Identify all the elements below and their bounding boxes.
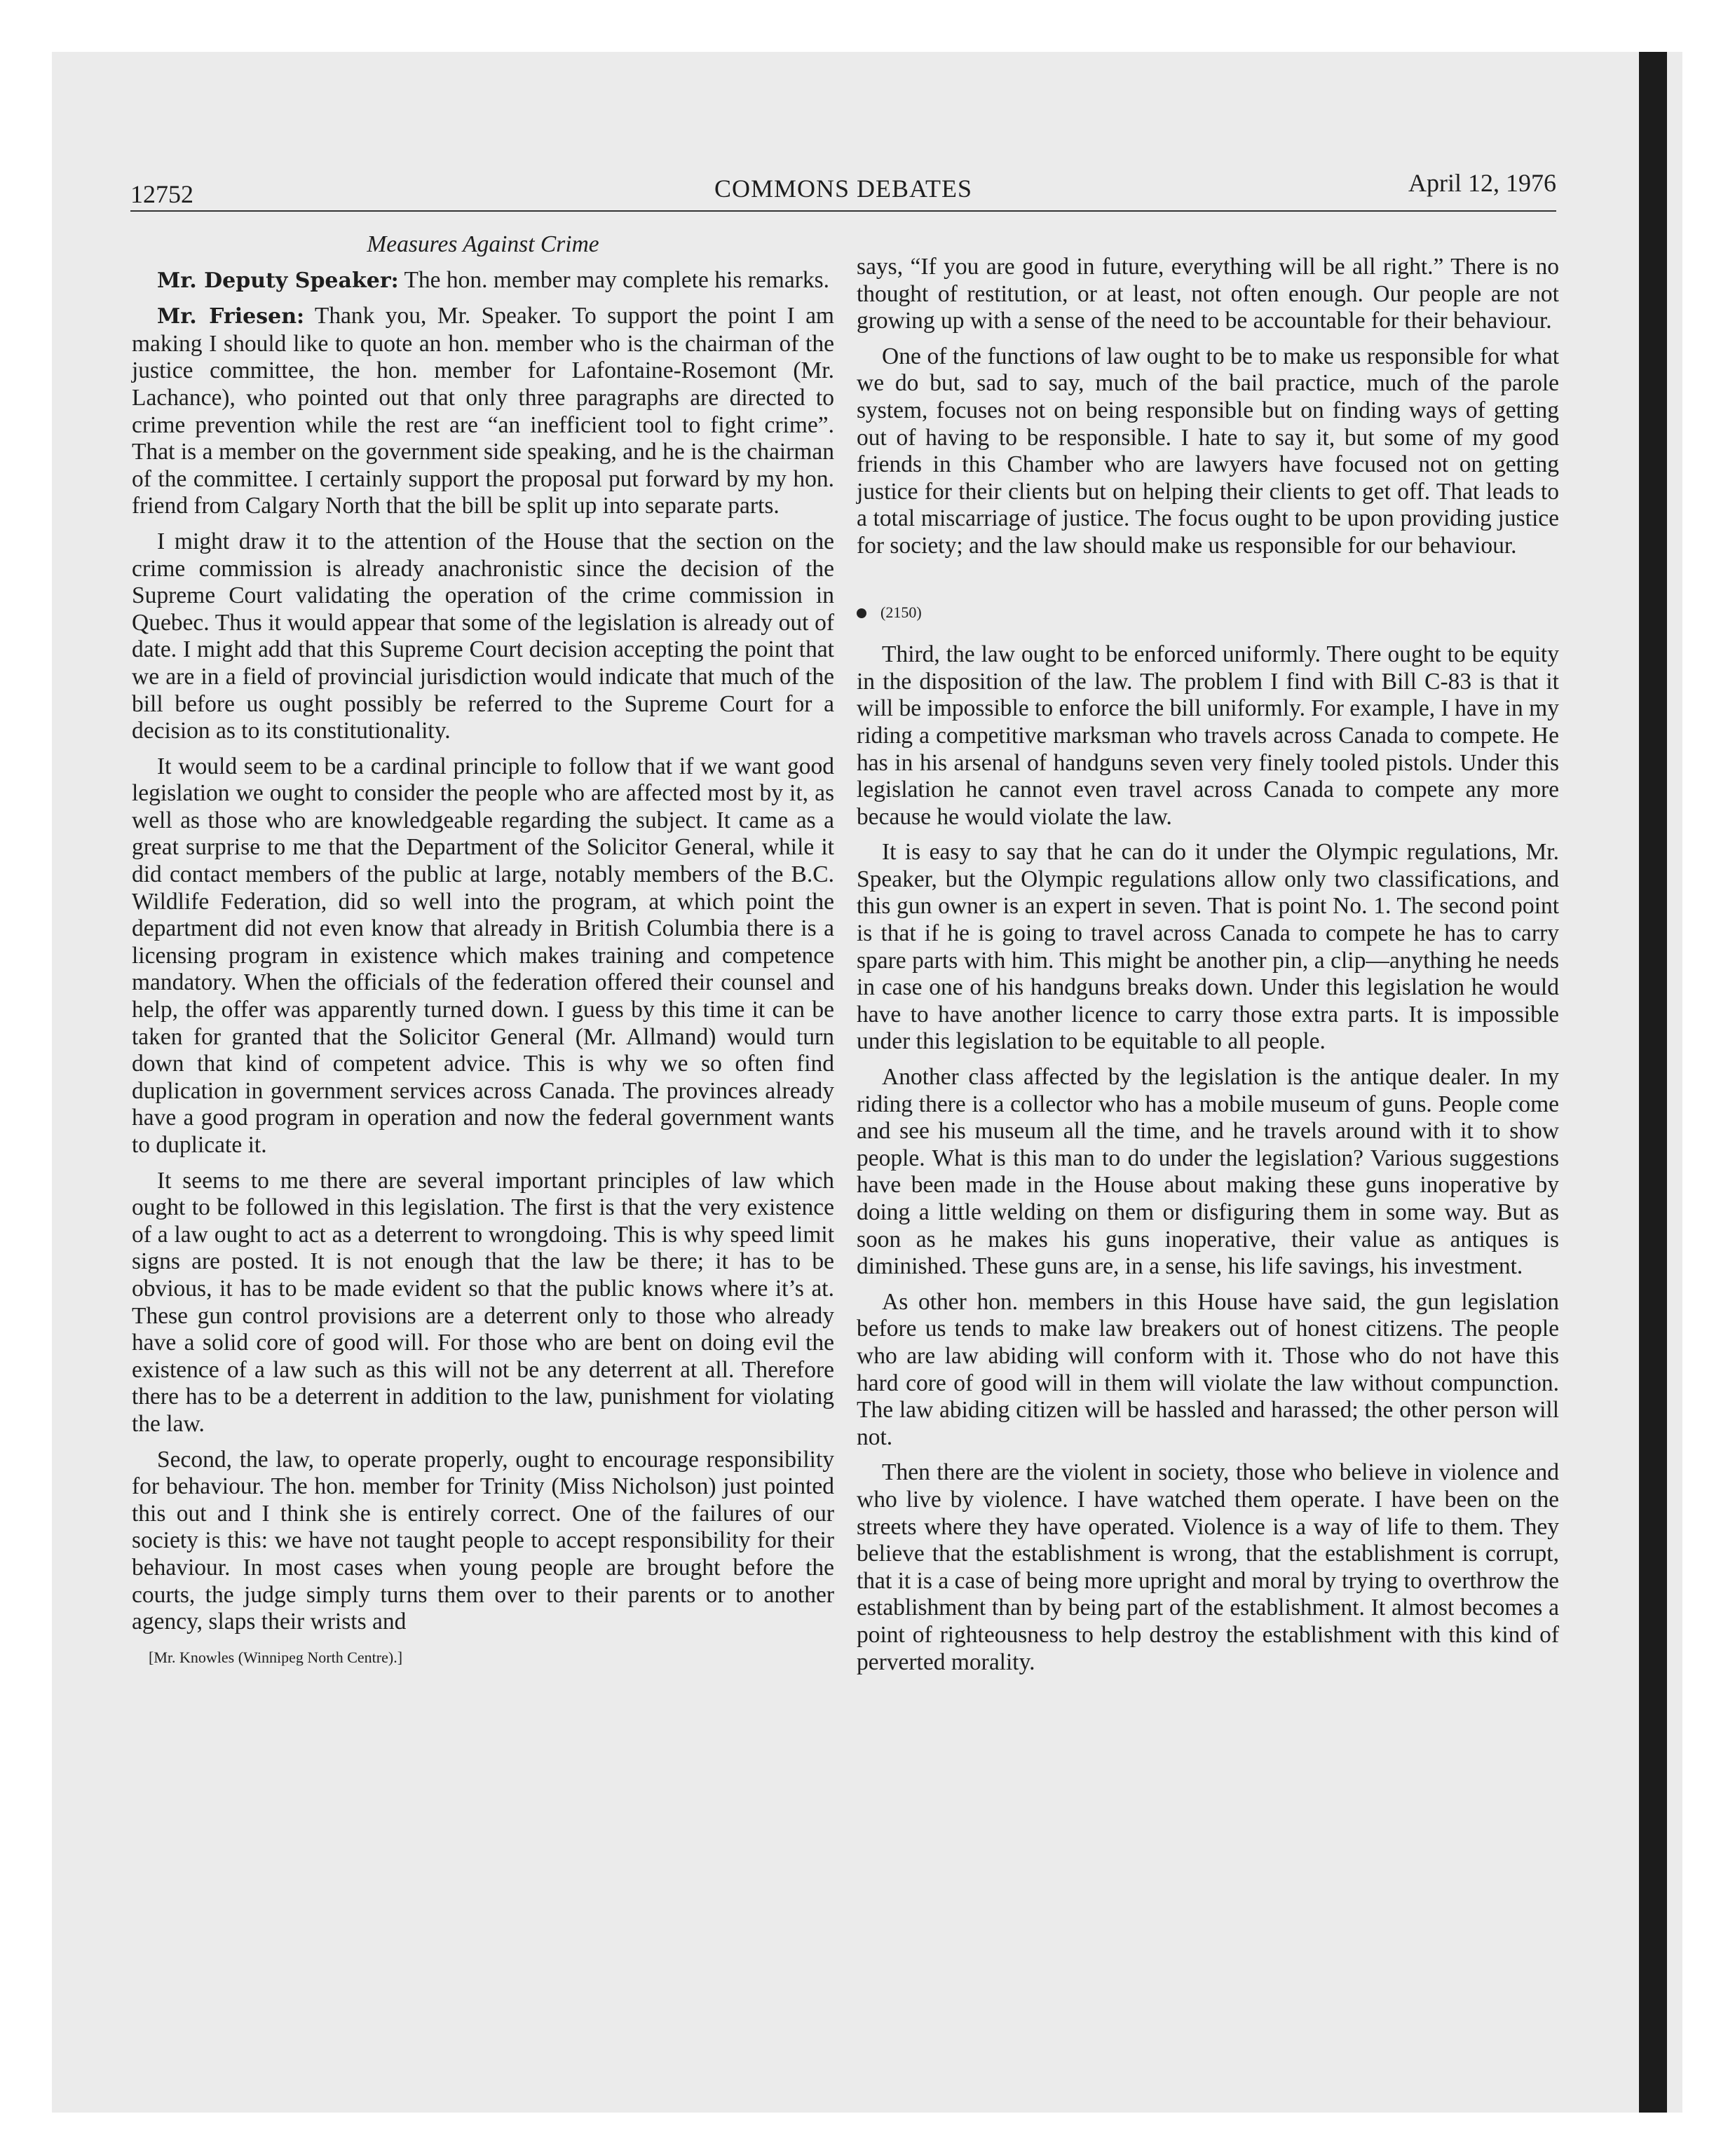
paragraph: It would seem to be a cardinal principle to follow that if we want good legislation we ought to consider the people who are affected most by it, as well as those who are knowledgeable regarding the subject. It came as a great surprise to me that the Department of the Solicitor General, while it did contact members of the public at large, notably members of the B.C. Wildlife Federation, did so well into the program, at which point the department did not even know that already in British Columbia there is a licensing program in existence which makes training and competence mandatory. When the officials of the federation offered their counsel and help, the offer was apparently turned down. I guess by this time it can be taken for granted that the Solicitor General (Mr. Allmand) would turn down that kind of competent advice. This is why we so often find duplication in government services across Canada. The provinces already have a good program in operation and now the federal government wants to duplicate it. (132, 753, 834, 1158)
paragraph: One of the functions of law ought to be to make us responsible for what we do but, sad to say, much of the bail practice, much of the parole system, focuses not on being responsible but on finding ways of getting out of having to be responsible. I hate to say it, but some of my good friends in this Chamber who are lawyers have focused not on getting justice for their clients but on helping their clients to get off. That leads to a total miscarriage of justice. The focus ought to be upon providing justice for society; and the law should make us responsible for our behaviour. (857, 343, 1559, 559)
paragraph: It seems to me there are several important principles of law which ought to be followed in this legislation. The first is that the very existence of a law ought to act as a deterrent to wrongdoing. This is why speed limit signs are posted. It is not enough that the law be there; it has to be obvious, it has to be made evident so that the public knows where it’s at. These gun control provisions are a deterrent only to those who already have a solid core of good will. For those who are bent on doing evil the existence of a law such as this will not be any deterrent at all. Therefore there has to be a deterrent in addition to the law, punishment for violating the law. (132, 1167, 834, 1437)
paragraph: It is easy to say that he can do it under the Olympic regulations, Mr. Speaker, but the Olympic regulations allow only two classifications, and this gun owner is an expert in seven. That is point No. 1. The second point is that if he is going to travel across Canada to compete he has to carry spare parts with him. This might be another pin, a clip—anything he needs in case one of his handguns breaks down. Under this legislation he would have to have another licence to carry those extra parts. It is impossible under this legislation to be equitable to all people. (857, 839, 1559, 1055)
section-title: Measures Against Crime (367, 231, 599, 257)
speaker-name: Mr. Friesen: (157, 304, 305, 329)
bullet-icon (857, 608, 866, 618)
paragraph (132, 303, 834, 520)
speech-text: Thank you, Mr. Speaker. To support the point I am making I should like to quote an hon. member who is the chairman of the justice committee, the hon. member for Lafontaine-Rosemont (Mr. Lachance), who pointed out that only three paragraphs are directed to crime prevention while the rest are “an inefficient tool to fight crime”. That is a member on the government side speaking, and he is the chairman of the committee. I certainly support the proposal put forward by my hon. friend from Calgary North that the bill be split up into separate parts. (132, 303, 834, 519)
publication-title: COMMONS DEBATES (714, 175, 973, 203)
paragraph: As other hon. members in this House have said, the gun legislation before us tends to make law breakers out of honest citizens. The people who are law abiding will conform with it. Those who do not have this hard core of good will in them will violate the law without compunction. The law abiding citizen will be hassled and harassed; the other person will not. (857, 1288, 1559, 1450)
publication-date: April 12, 1976 (1408, 169, 1556, 197)
paragraph: I might draw it to the attention of the House that the section on the crime commission is already anachronistic since the decision of the Supreme Court validating the operation of the crime commission in Quebec. Thus it would appear that some of the legislation is already out of date. I might add that this Supreme Court decision accepting the point that we are in a field of provincial jurisdiction would indicate that much of the bill before us ought possibly be referred to the Supreme Court for a decision as to its constitutionality. (132, 528, 834, 744)
time-marker (857, 599, 1559, 627)
paragraph: Another class affected by the legislation is the antique dealer. In my riding there is a collector who has a mobile museum of guns. People come and see his museum all the time, and he travels around with it to show people. What is this man to do under the legislation? Various suggestions have been made in the House about making these guns inoperative by doing a little welding on them or disfiguring them in some way. But as soon as he makes his guns inoperative, their value as antiques is diminished. These guns are, in a sense, his life savings, his investment. (857, 1064, 1559, 1280)
page-number: 12752 (130, 180, 193, 208)
time-marker-text: (2150) (880, 603, 922, 621)
right-column (857, 254, 1559, 1684)
paragraph: Then there are the violent in society, those who believe in violence and who live by violence. I have watched them operate. I have been on the streets where they have operated. Violence is a way of life to them. They believe that the establishment is wrong, that the establishment is corrupt, that it is a case of being more upright and moral by trying to overthrow the establishment than by being part of the establishment. It almost becomes a point of righteousness to help destroy the establishment with this kind of perverted morality. (857, 1459, 1559, 1675)
scan-edge-shadow (1639, 52, 1667, 2113)
page-header (130, 168, 1556, 212)
paragraph: Third, the law ought to be enforced uniformly. There ought to be equity in the disposition of the law. The problem I find with Bill C-83 is that it will be impossible to enforce the bill uniformly. For example, I have in my riding a competitive marksman who travels across Canada to compete. He has in his arsenal of handguns seven very finely tooled pistols. Under this legislation he cannot even travel across Canada to compete any more because he would violate the law. (857, 641, 1559, 830)
speaker-name: Mr. Deputy Speaker: (157, 268, 399, 293)
paragraph (132, 267, 834, 295)
speech-text: The hon. member may complete his remarks. (398, 266, 830, 293)
paragraph: Second, the law, to operate properly, ought to encourage responsibility for behaviour. The hon. member for Trinity (Miss Nicholson) just pointed this out and I think she is entirely correct. One of the failures of our society is this: we have not taught people to accept responsibility for their behaviour. In most cases when young people are brought before the courts, the judge simply turns them over to their parents or to another agency, slaps their wrists and (132, 1446, 834, 1635)
left-column (132, 231, 834, 1671)
footer-note: [Mr. Knowles (Winnipeg North Centre).] (149, 1648, 403, 1666)
paragraph: says, “If you are good in future, everything will be all right.” There is no thought of restitution, or at least, not often enough. Our people are not growing up with a sense of the need to be accountable for their behaviour. (857, 254, 1559, 334)
